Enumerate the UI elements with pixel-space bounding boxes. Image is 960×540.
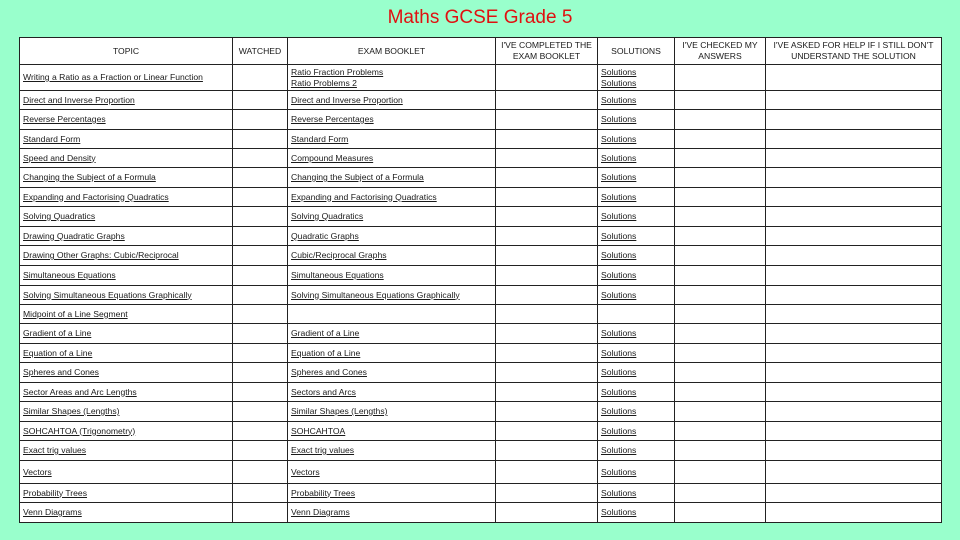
- checked-cell[interactable]: [675, 324, 766, 344]
- solutions-link[interactable]: Solutions: [601, 114, 637, 124]
- completed-cell[interactable]: [496, 363, 598, 383]
- exam-booklet-cell: [288, 227, 496, 246]
- exam-booklet-link[interactable]: Vectors: [291, 466, 320, 477]
- solutions-cell: [598, 168, 675, 188]
- completed-cell[interactable]: [496, 188, 598, 207]
- completed-cell[interactable]: [496, 266, 598, 286]
- exam-booklet-cell: [288, 484, 496, 503]
- completed-cell[interactable]: [496, 441, 598, 461]
- completed-cell[interactable]: [496, 130, 598, 149]
- asked-cell[interactable]: [766, 207, 942, 227]
- solutions-link[interactable]: Solutions: [601, 191, 637, 202]
- topic-link[interactable]: SOHCAHTOA (Trigonometry): [23, 425, 136, 436]
- table-row: [20, 324, 942, 344]
- topic-cell: [20, 402, 233, 422]
- asked-cell[interactable]: [766, 246, 942, 266]
- solutions-cell: [598, 484, 675, 503]
- asked-cell[interactable]: [766, 324, 942, 344]
- topic-cell: [20, 344, 233, 363]
- solutions-link[interactable]: Solutions: [601, 172, 637, 182]
- exam-booklet-cell: [288, 503, 496, 523]
- table-row: [20, 305, 942, 324]
- checked-cell[interactable]: [675, 402, 766, 422]
- topic-link[interactable]: Sector Areas and Arc Lengths: [23, 386, 137, 397]
- watched-cell[interactable]: [233, 188, 288, 207]
- solutions-cell: [598, 65, 675, 91]
- exam-booklet-link[interactable]: Equation of a Line: [291, 347, 361, 358]
- header-solutions: SOLUTIONS: [598, 38, 675, 65]
- table-row: [20, 246, 942, 266]
- topic-link[interactable]: Gradient of a Line: [23, 328, 92, 338]
- solutions-link[interactable]: Solutions: [601, 289, 637, 300]
- exam-booklet-link[interactable]: Compound Measures: [291, 152, 374, 163]
- exam-booklet-link[interactable]: SOHCAHTOA: [291, 425, 346, 436]
- topic-link[interactable]: Venn Diagrams: [23, 507, 82, 517]
- exam-booklet-link[interactable]: Similar Shapes (Lengths): [291, 406, 388, 416]
- solutions-cell: [598, 383, 675, 402]
- completed-cell[interactable]: [496, 402, 598, 422]
- table-row: [20, 207, 942, 227]
- table-row: [20, 441, 942, 461]
- completed-cell[interactable]: [496, 344, 598, 363]
- completed-cell[interactable]: [496, 91, 598, 110]
- solutions-link[interactable]: Solutions: [601, 466, 637, 477]
- exam-booklet-cell: [288, 286, 496, 305]
- topic-link[interactable]: Changing the Subject of a Formula: [23, 172, 156, 182]
- topic-link[interactable]: Speed and Density: [23, 152, 96, 163]
- solutions-cell: [598, 227, 675, 246]
- exam-booklet-cell: [288, 110, 496, 130]
- completed-cell[interactable]: [496, 324, 598, 344]
- exam-booklet-cell: [288, 65, 496, 91]
- watched-cell[interactable]: [233, 344, 288, 363]
- topic-link[interactable]: Vectors: [23, 466, 52, 477]
- watched-cell[interactable]: [233, 305, 288, 324]
- table-row: [20, 188, 942, 207]
- topic-link[interactable]: Equation of a Line: [23, 347, 93, 358]
- topic-cell: [20, 91, 233, 110]
- checked-cell[interactable]: [675, 110, 766, 130]
- topic-cell: [20, 110, 233, 130]
- topic-cell: [20, 461, 233, 484]
- checked-cell[interactable]: [675, 168, 766, 188]
- header-topic: TOPIC: [20, 38, 233, 65]
- checked-cell[interactable]: [675, 484, 766, 503]
- checked-cell[interactable]: [675, 383, 766, 402]
- topic-link[interactable]: Midpoint of a Line Segment: [23, 308, 128, 319]
- solutions-cell: [598, 110, 675, 130]
- solutions-link[interactable]: Solutions: [601, 133, 637, 144]
- solutions-cell: [598, 422, 675, 441]
- table-row: [20, 168, 942, 188]
- topic-cell: [20, 324, 233, 344]
- table-row: [20, 344, 942, 363]
- checked-cell[interactable]: [675, 461, 766, 484]
- table-body: [20, 65, 942, 523]
- table-row: [20, 402, 942, 422]
- exam-booklet-link[interactable]: Standard Form: [291, 133, 349, 144]
- solutions-cell: [598, 363, 675, 383]
- table-row: [20, 110, 942, 130]
- topic-cell: [20, 207, 233, 227]
- watched-cell[interactable]: [233, 65, 288, 91]
- solutions-cell: [598, 461, 675, 484]
- watched-cell[interactable]: [233, 207, 288, 227]
- topic-link[interactable]: Solving Simultaneous Equations Graphically: [23, 289, 192, 300]
- solutions-cell: [598, 130, 675, 149]
- exam-booklet-cell: [288, 246, 496, 266]
- topic-cell: [20, 422, 233, 441]
- topic-table: [19, 37, 942, 523]
- watched-cell[interactable]: [233, 130, 288, 149]
- checked-cell[interactable]: [675, 503, 766, 523]
- header-completed: I'VE COMPLETED THE EXAM BOOKLET: [496, 38, 598, 65]
- completed-cell[interactable]: [496, 149, 598, 168]
- checked-cell[interactable]: [675, 266, 766, 286]
- asked-cell[interactable]: [766, 227, 942, 246]
- topic-cell: [20, 168, 233, 188]
- topic-link[interactable]: Drawing Other Graphs: Cubic/Reciprocal: [23, 250, 179, 260]
- solutions-link[interactable]: Solutions: [601, 250, 637, 260]
- topic-link[interactable]: Similar Shapes (Lengths): [23, 406, 120, 416]
- asked-cell[interactable]: [766, 363, 942, 383]
- exam-booklet-link[interactable]: Solving Quadratics: [291, 211, 364, 221]
- exam-booklet-cell: [288, 168, 496, 188]
- watched-cell[interactable]: [233, 110, 288, 130]
- asked-cell[interactable]: [766, 168, 942, 188]
- exam-booklet-cell: [288, 266, 496, 286]
- asked-cell[interactable]: [766, 305, 942, 324]
- watched-cell[interactable]: [233, 441, 288, 461]
- topic-cell: [20, 266, 233, 286]
- checked-cell[interactable]: [675, 305, 766, 324]
- completed-cell[interactable]: [496, 461, 598, 484]
- solutions-link[interactable]: Solutions: [601, 507, 637, 517]
- topic-link[interactable]: Expanding and Factorising Quadratics: [23, 191, 169, 202]
- exam-booklet-cell: [288, 207, 496, 227]
- asked-cell[interactable]: [766, 503, 942, 523]
- solutions-cell: [598, 286, 675, 305]
- asked-cell[interactable]: [766, 110, 942, 130]
- checked-cell[interactable]: [675, 65, 766, 91]
- exam-booklet-link[interactable]: Changing the Subject of a Formula: [291, 172, 424, 182]
- solutions-link[interactable]: Solutions: [601, 230, 637, 241]
- solutions-link[interactable]: Solutions: [601, 406, 637, 416]
- asked-cell[interactable]: [766, 484, 942, 503]
- solutions-link[interactable]: Solutions: [601, 367, 637, 377]
- topic-cell: [20, 65, 233, 91]
- completed-cell[interactable]: [496, 503, 598, 523]
- completed-cell[interactable]: [496, 383, 598, 402]
- solutions-link[interactable]: Solutions: [601, 152, 637, 163]
- solutions-cell: [598, 503, 675, 523]
- exam-booklet-link[interactable]: Spheres and Cones: [291, 367, 367, 377]
- exam-booklet-cell: [288, 383, 496, 402]
- header-exam-booklet: EXAM BOOKLET: [288, 38, 496, 65]
- completed-cell[interactable]: [496, 65, 598, 91]
- exam-booklet-link[interactable]: Expanding and Factorising Quadratics: [291, 191, 437, 202]
- solutions-link[interactable]: Solutions: [601, 94, 637, 105]
- checked-cell[interactable]: [675, 130, 766, 149]
- solutions-cell: [598, 441, 675, 461]
- exam-booklet-cell: [288, 130, 496, 149]
- header-row: [20, 38, 942, 65]
- watched-cell[interactable]: [233, 363, 288, 383]
- exam-booklet-link[interactable]: Probability Trees: [291, 487, 356, 498]
- exam-booklet-link[interactable]: Gradient of a Line: [291, 328, 360, 338]
- exam-booklet-link[interactable]: Ratio Fraction Problems: [291, 66, 384, 77]
- exam-booklet-link[interactable]: Exact trig values: [291, 445, 355, 455]
- completed-cell[interactable]: [496, 168, 598, 188]
- topic-link[interactable]: Simultaneous Equations: [23, 270, 116, 280]
- table-row: [20, 286, 942, 305]
- completed-cell[interactable]: [496, 305, 598, 324]
- topic-link[interactable]: Writing a Ratio as a Fraction or Linear Function: [23, 72, 203, 82]
- asked-cell[interactable]: [766, 422, 942, 441]
- watched-cell[interactable]: [233, 402, 288, 422]
- watched-cell[interactable]: [233, 286, 288, 305]
- asked-cell[interactable]: [766, 402, 942, 422]
- exam-booklet-link[interactable]: Direct and Inverse Proportion: [291, 94, 403, 105]
- watched-cell[interactable]: [233, 227, 288, 246]
- topic-cell: [20, 441, 233, 461]
- watched-cell[interactable]: [233, 461, 288, 484]
- topic-cell: [20, 363, 233, 383]
- exam-booklet-link[interactable]: Cubic/Reciprocal Graphs: [291, 250, 387, 260]
- watched-cell[interactable]: [233, 149, 288, 168]
- table-row: [20, 91, 942, 110]
- exam-booklet-cell: [288, 91, 496, 110]
- exam-booklet-cell: [288, 344, 496, 363]
- header-asked: I'VE ASKED FOR HELP IF I STILL DON'T UNDERSTAND THE SOLUTION: [766, 38, 942, 65]
- exam-booklet-cell: [288, 402, 496, 422]
- page-title: Maths GCSE Grade 5: [387, 7, 573, 28]
- table-row: [20, 383, 942, 402]
- topic-link[interactable]: Solving Quadratics: [23, 211, 96, 221]
- asked-cell[interactable]: [766, 383, 942, 402]
- exam-booklet-cell: [288, 422, 496, 441]
- topic-link[interactable]: Standard Form: [23, 133, 81, 144]
- asked-cell[interactable]: [766, 130, 942, 149]
- topic-link[interactable]: Exact trig values: [23, 445, 87, 455]
- asked-cell[interactable]: [766, 286, 942, 305]
- solutions-cell: [598, 91, 675, 110]
- checked-cell[interactable]: [675, 286, 766, 305]
- table-row: [20, 149, 942, 168]
- topic-cell: [20, 227, 233, 246]
- topic-cell: [20, 130, 233, 149]
- solutions-cell: [598, 402, 675, 422]
- topic-link[interactable]: Probability Trees: [23, 487, 88, 498]
- header-checked: I'VE CHECKED MY ANSWERS: [675, 38, 766, 65]
- solutions-cell: [598, 246, 675, 266]
- exam-booklet-cell: [288, 324, 496, 344]
- solutions-link[interactable]: Solutions: [601, 386, 637, 397]
- solutions-cell: [598, 149, 675, 168]
- solutions-link[interactable]: Solutions: [601, 445, 637, 455]
- asked-cell[interactable]: [766, 344, 942, 363]
- table-row: [20, 130, 942, 149]
- checked-cell[interactable]: [675, 441, 766, 461]
- asked-cell[interactable]: [766, 441, 942, 461]
- completed-cell[interactable]: [496, 246, 598, 266]
- exam-booklet-cell: [288, 188, 496, 207]
- solutions-link[interactable]: Solutions: [601, 328, 637, 338]
- topic-cell: [20, 246, 233, 266]
- checked-cell[interactable]: [675, 422, 766, 441]
- watched-cell[interactable]: [233, 503, 288, 523]
- solutions-cell: [598, 324, 675, 344]
- checked-cell[interactable]: [675, 207, 766, 227]
- completed-cell[interactable]: [496, 110, 598, 130]
- asked-cell[interactable]: [766, 65, 942, 91]
- table-row: [20, 363, 942, 383]
- exam-booklet-link[interactable]: Quadratic Graphs: [291, 230, 359, 241]
- exam-booklet-link[interactable]: Ratio Problems 2: [291, 77, 357, 88]
- table-row: [20, 484, 942, 503]
- solutions-cell: [598, 207, 675, 227]
- completed-cell[interactable]: [496, 207, 598, 227]
- asked-cell[interactable]: [766, 266, 942, 286]
- watched-cell[interactable]: [233, 484, 288, 503]
- solutions-cell: [598, 344, 675, 363]
- solutions-link[interactable]: Solutions: [601, 270, 637, 280]
- checked-cell[interactable]: [675, 246, 766, 266]
- solutions-link[interactable]: Solutions: [601, 487, 637, 498]
- topic-cell: [20, 484, 233, 503]
- exam-booklet-link[interactable]: Reverse Percentages: [291, 114, 374, 124]
- exam-booklet-cell: [288, 149, 496, 168]
- asked-cell[interactable]: [766, 91, 942, 110]
- watched-cell[interactable]: [233, 246, 288, 266]
- watched-cell[interactable]: [233, 324, 288, 344]
- completed-cell[interactable]: [496, 286, 598, 305]
- checked-cell[interactable]: [675, 188, 766, 207]
- topic-link[interactable]: Spheres and Cones: [23, 367, 99, 377]
- exam-booklet-link[interactable]: Solving Simultaneous Equations Graphically: [291, 289, 460, 300]
- exam-booklet-cell: [288, 461, 496, 484]
- table-row: [20, 422, 942, 441]
- solutions-link[interactable]: Solutions: [601, 77, 637, 88]
- checked-cell[interactable]: [675, 344, 766, 363]
- solutions-link[interactable]: Solutions: [601, 211, 637, 221]
- asked-cell[interactable]: [766, 461, 942, 484]
- asked-cell[interactable]: [766, 188, 942, 207]
- exam-booklet-link[interactable]: Venn Diagrams: [291, 507, 350, 517]
- table-row: [20, 227, 942, 246]
- solutions-cell: [598, 305, 675, 324]
- checked-cell[interactable]: [675, 227, 766, 246]
- topic-link[interactable]: Drawing Quadratic Graphs: [23, 230, 125, 241]
- completed-cell[interactable]: [496, 227, 598, 246]
- topic-cell: [20, 503, 233, 523]
- table-row: [20, 65, 942, 91]
- exam-booklet-link[interactable]: Simultaneous Equations: [291, 270, 384, 280]
- exam-booklet-link[interactable]: Sectors and Arcs: [291, 386, 356, 397]
- solutions-link[interactable]: Solutions: [601, 347, 637, 358]
- topic-cell: [20, 383, 233, 402]
- topic-cell: [20, 305, 233, 324]
- table-row: [20, 461, 942, 484]
- topic-cell: [20, 149, 233, 168]
- exam-booklet-cell: [288, 363, 496, 383]
- topic-cell: [20, 286, 233, 305]
- completed-cell[interactable]: [496, 422, 598, 441]
- solutions-cell: [598, 266, 675, 286]
- watched-cell[interactable]: [233, 383, 288, 402]
- checked-cell[interactable]: [675, 91, 766, 110]
- watched-cell[interactable]: [233, 168, 288, 188]
- solutions-link[interactable]: Solutions: [601, 425, 637, 436]
- watched-cell[interactable]: [233, 266, 288, 286]
- table-row: [20, 266, 942, 286]
- header-watched: WATCHED: [233, 38, 288, 65]
- completed-cell[interactable]: [496, 484, 598, 503]
- solutions-cell: [598, 188, 675, 207]
- table-row: [20, 503, 942, 523]
- exam-booklet-cell: [288, 305, 496, 324]
- exam-booklet-cell: [288, 441, 496, 461]
- topic-link[interactable]: Direct and Inverse Proportion: [23, 94, 135, 105]
- checked-cell[interactable]: [675, 149, 766, 168]
- asked-cell[interactable]: [766, 149, 942, 168]
- topic-link[interactable]: Reverse Percentages: [23, 114, 106, 124]
- topic-cell: [20, 188, 233, 207]
- solutions-link[interactable]: Solutions: [601, 66, 637, 77]
- checked-cell[interactable]: [675, 363, 766, 383]
- watched-cell[interactable]: [233, 91, 288, 110]
- watched-cell[interactable]: [233, 422, 288, 441]
